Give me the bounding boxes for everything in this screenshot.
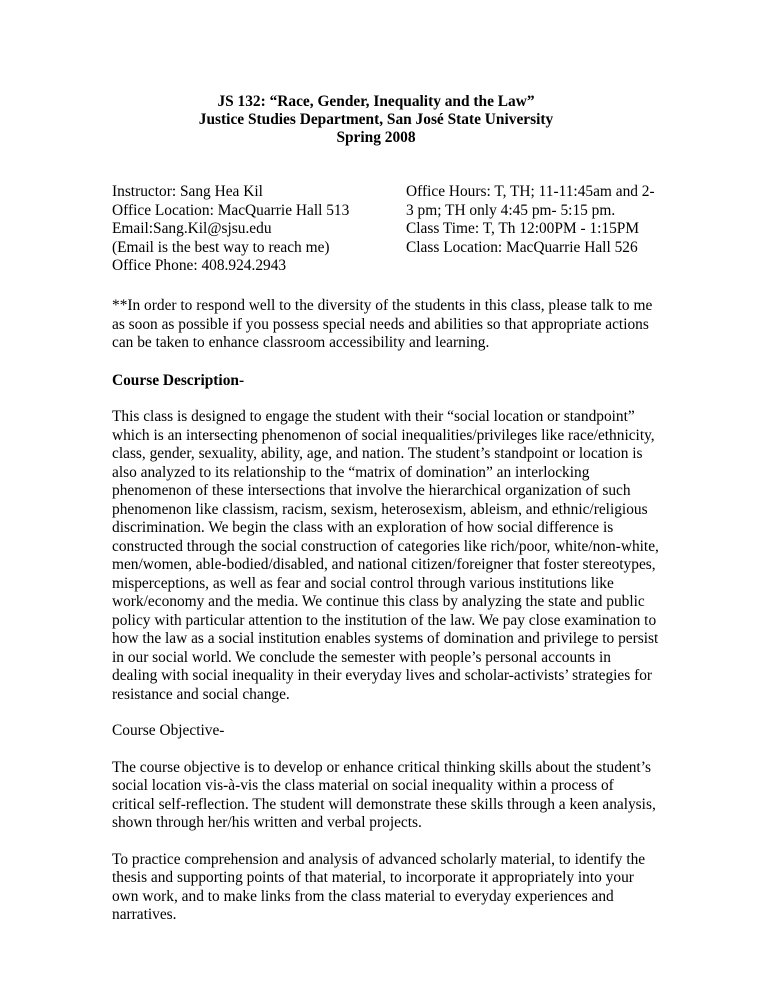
course-objective-heading: Course Objective- [112,722,225,739]
office-hours-line-2: 3 pm; TH only 4:45 pm- 5:15 pm. [406,201,616,219]
email-line: Email:Sang.Kil@sjsu.edu [112,220,272,237]
course-title: JS 132: “Race, Gender, Inequality and the Law” [217,93,535,110]
office-hours-line-1: Office Hours: T, TH; 11-11:45am and 2- [406,183,655,200]
course-description-body: This class is designed to engage the student with their “social location or standpoint” which is an intersecting phenomenon of social inequalities/privileges like race/ethnicity, class, gender, sexuality, ability, age, and nation. The student’s standpoint or location is also analyzed to its relationship to the “matrix of domination” an interlocking phenomenon of these intersections that involve the hierarchical organization of such phenomenon like classism, racism, sexism, heterosexism, ableism, and ethnic/religious discrimination. We begin the class with an exploration of how social difference is constructed through the social construction of categories like rich/poor, white/non-white, men/women, able-bodied/disabled, and national citizen/foreigner that foster stereotypes, misperceptions, as well as fear and social control through various institutions like work/economy and the media. We continue this class by analyzing the state and public policy with particular attention to the institution of the law. We pay close examination to how the law as a social institution enables systems of domination and privilege to persist in our social world. We conclude the semester with people’s personal accounts in dealing with social inequality in their everyday lives and scholar-activists’ strategies for resistance and social change. [112,408,659,703]
office-location: Office Location: MacQuarrie Hall 513 [112,201,350,219]
class-time: Class Time: T, Th 12:00PM - 1:15PM [406,220,640,237]
instructor-name: Instructor: Sang Hea Kil [112,183,263,200]
class-location: Class Location: MacQuarrie Hall 526 [406,238,638,256]
instructor-info-block [112,183,660,279]
schedule-column [406,183,655,257]
instructor-contact-column [112,183,372,276]
syllabus-content [112,93,660,925]
accessibility-notice: **In order to respond well to the diversity of the students in this class, please talk to me as soon as possible if you possess special needs and abilities so that appropriate actions can be taken to enhance classroom accessibility and learning. [112,297,653,351]
term-line: Spring 2008 [336,129,416,146]
email-note: (Email is the best way to reach me) [112,238,330,256]
department-line: Justice Studies Department, San José State University [198,111,554,128]
course-header [112,93,640,147]
office-phone: Office Phone: 408.924.2943 [112,257,287,274]
course-objective-secondary: To practice comprehension and analysis of advanced scholarly material, to identify the thesis and supporting points of that material, to incorporate it appropriately into your own work, and to make links from the class material to everyday experiences and narratives. [112,850,646,923]
course-objective-body: The course objective is to develop or enhance critical thinking skills about the student’s social location vis-à-vis the class material on social inequality within a process of critical self-reflection. The student will demonstrate these skills through a keen analysis, shown through her/his written and verbal projects. [112,758,656,831]
course-description-heading: Course Description- [112,371,245,389]
